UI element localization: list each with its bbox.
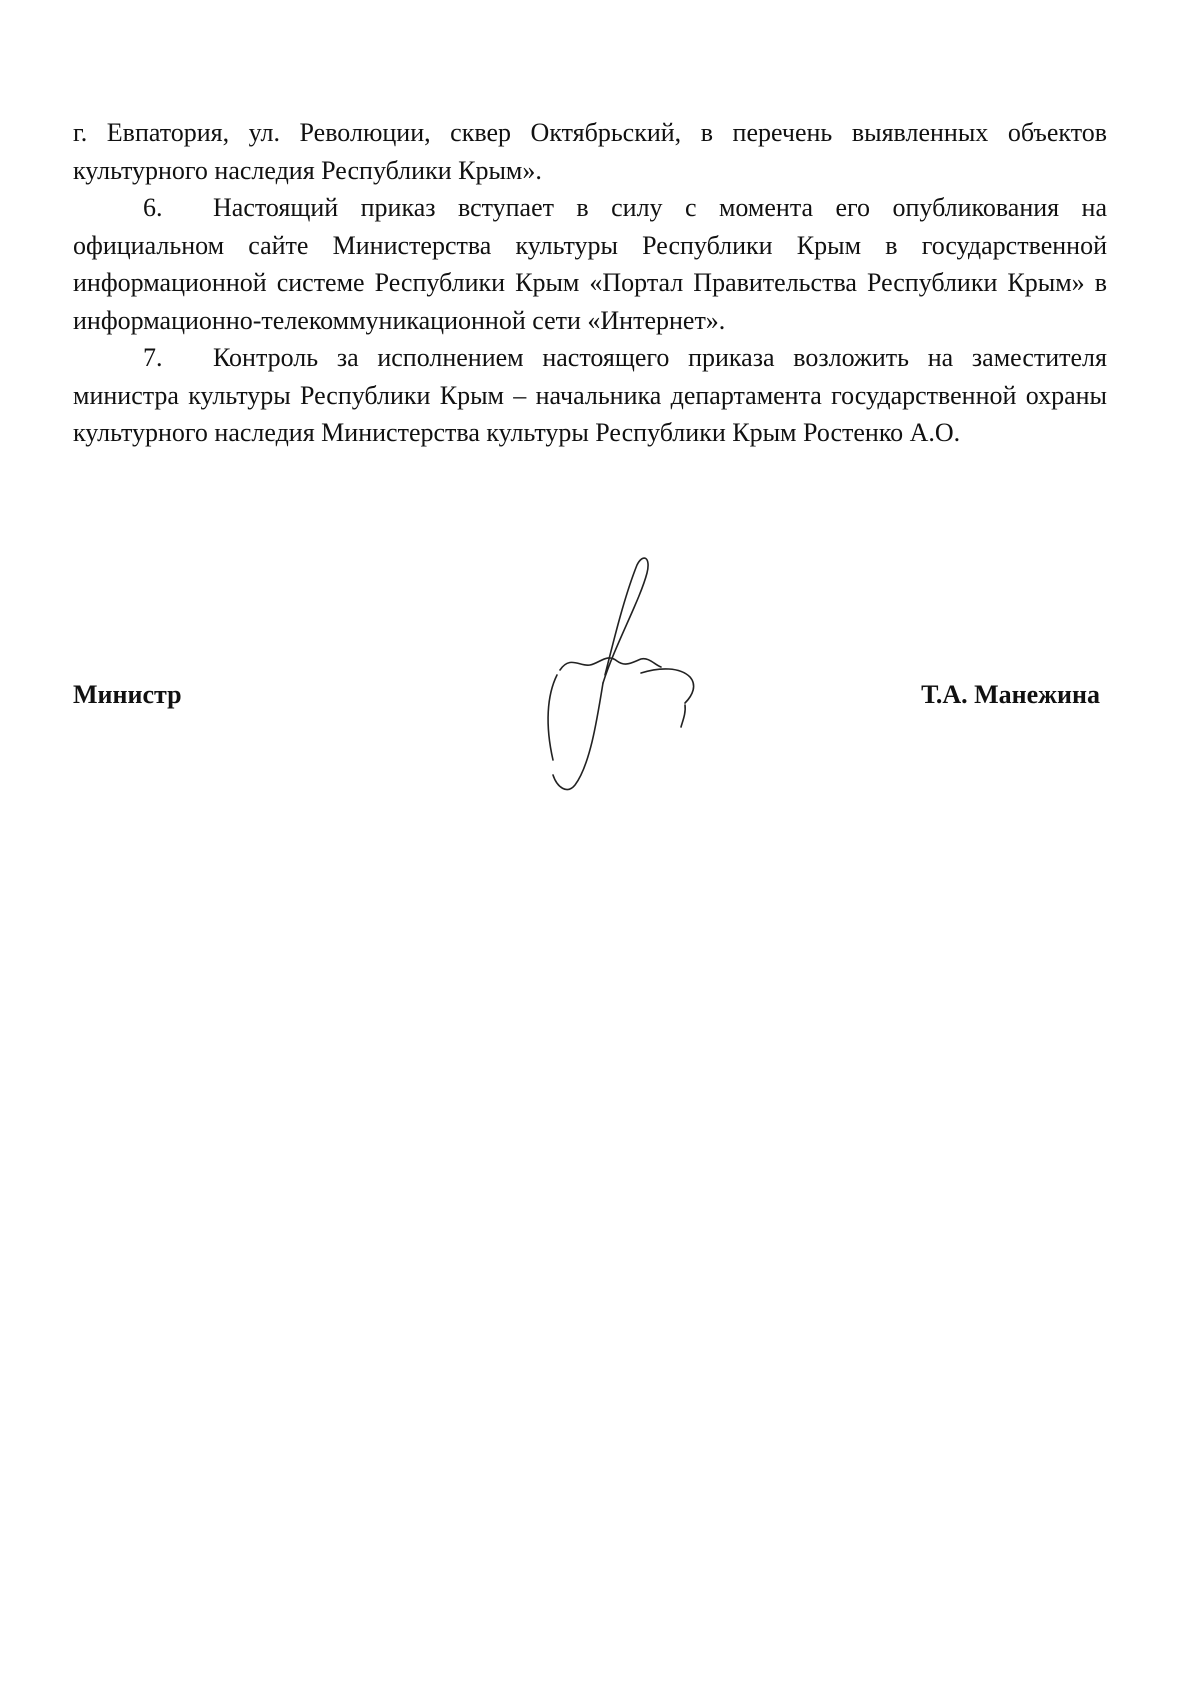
paragraph-item-7: [73, 339, 1107, 452]
paragraph-item-6: [73, 189, 1107, 339]
document-body: [73, 114, 1107, 452]
position-title: Министр: [73, 680, 182, 709]
paragraph-number: 6.: [143, 193, 163, 222]
signer-name: Т.А. Манежина: [921, 680, 1100, 709]
signature-block: [73, 680, 1107, 720]
paragraph-text: г. Евпатория, ул. Революции, сквер Октябрьский, в перечень выявленных объектов культурного наследия Республики Крым».: [73, 118, 1107, 185]
paragraph-continuation: [73, 114, 1107, 189]
paragraph-text: Настоящий приказ вступает в силу с момента его опубликования на официальном сайте Министерства культуры Республики Крым в государственной информационной системе Республики Крым «Портал Правительства Республики Крым» в информационно-телекоммуникационной сети «Интернет».: [73, 193, 1107, 335]
paragraph-text: Контроль за исполнением настоящего приказа возложить на заместителя министра культуры Республики Крым – начальника департамента государственной охраны культурного наследия Министерства культуры Республики Крым Ростенко А.О.: [73, 343, 1107, 447]
paragraph-number: 7.: [143, 343, 163, 372]
